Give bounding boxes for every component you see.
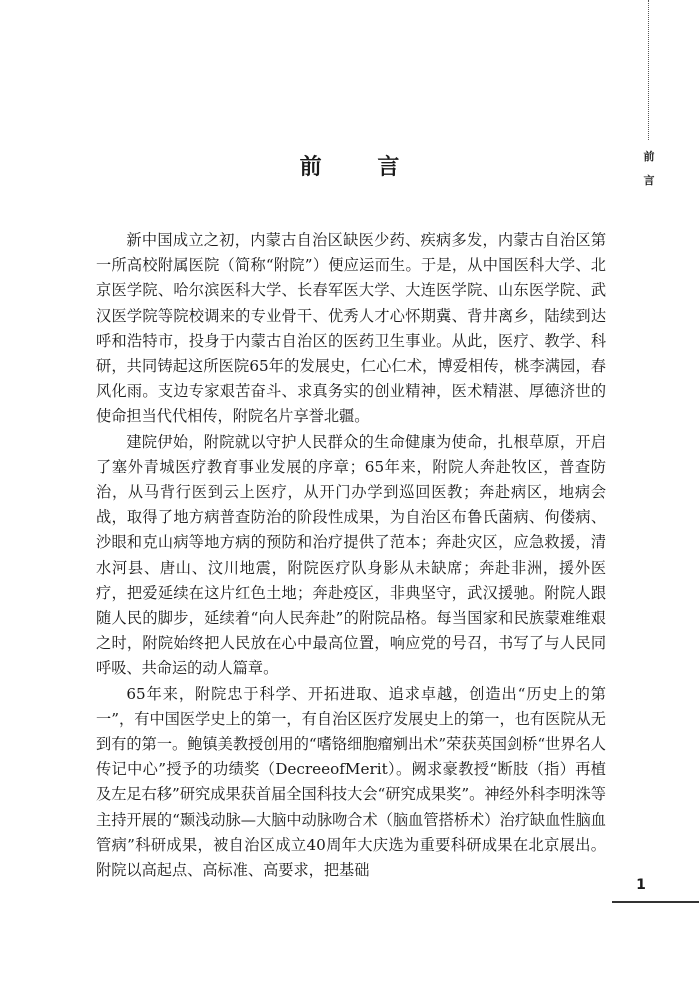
margin-dotted-rule xyxy=(648,0,649,140)
running-head-char: 前 xyxy=(643,150,655,163)
running-head-char: 言 xyxy=(643,174,655,187)
paragraph: 建院伊始，附院就以守护人民群众的生命健康为使命，扎根草原，开启了塞外青城医疗教育事业发展的序章；65年来，附院人奔赴牧区，普查防治，从马背行医到云上医疗，从开门办学到巡回医教；奔赴病区，地病会战，取得了地方病普查防治的阶段性成果，为自治区布鲁氏菌病、佝偻病、沙眼和克山病等地方病的预防和治疗提供了范本；奔赴灾区，应急救援，清水河县、唐山、汶川地震，附院医疗队身影从未缺席；奔赴非洲，援外医疗，把爱延续在这片红色土地；奔赴疫区，非典坚守，武汉援驰。附院人跟随人民的脚步，延续着“向人民奔赴”的附院品格。每当国家和民族蒙难维艰之时，附院始终把人民放在心中最高位置，响应党的号召，书写了与人民同呼吸、共命运的动人篇章。 xyxy=(96,432,606,678)
page-number: 1 xyxy=(636,877,646,893)
page-title: 前 言 xyxy=(299,154,424,180)
footer-rule xyxy=(612,901,699,903)
paragraph: 65年来，附院忠于科学、开拓进取、追求卓越，创造出“历史上的第一”，有中国医学史上的第一，有自治区医疗发展史上的第一，也有医院从无到有的第一。鲍镇美教授创用的“嗜铬细胞瘤剜出术”荣获英国剑桥“世界名人传记中心”授予的功绩奖（DecreeofMerit）。阙求豪教授“断肢（指）再植及左足右移”研究成果获首届全国科技大会“研究成果奖”。神经外科李明洙等主持开展的“颞浅动脉—大脑中动脉吻合术（脑血管搭桥术）治疗缺血性脑血管病”科研成果，被自治区成立40周年大庆选为重要科研成果在北京展出。附院以高起点、高标准、高要求，把基础 xyxy=(96,684,606,880)
body-text xyxy=(96,228,606,883)
paragraph: 新中国成立之初，内蒙古自治区缺医少药、疾病多发，内蒙古自治区第一所高校附属医院（简称“附院”）便应运而生。于是，从中国医科大学、北京医学院、哈尔滨医科大学、长春军医大学、大连医学院、山东医学院、武汉医学院等院校调来的专业骨干、优秀人才心怀期冀、背井离乡，陆续到达呼和浩特市，投身于内蒙古自治区的医药卫生事业。从此，医疗、教学、科研，共同铸起这所医院65年的发展史，仁心仁术，博爱相传，桃李满园，春风化雨。支边专家艰苦奋斗、求真务实的创业精神，医术精湛、厚德济世的使命担当代代相传，附院名片享誉北疆。 xyxy=(96,231,606,426)
